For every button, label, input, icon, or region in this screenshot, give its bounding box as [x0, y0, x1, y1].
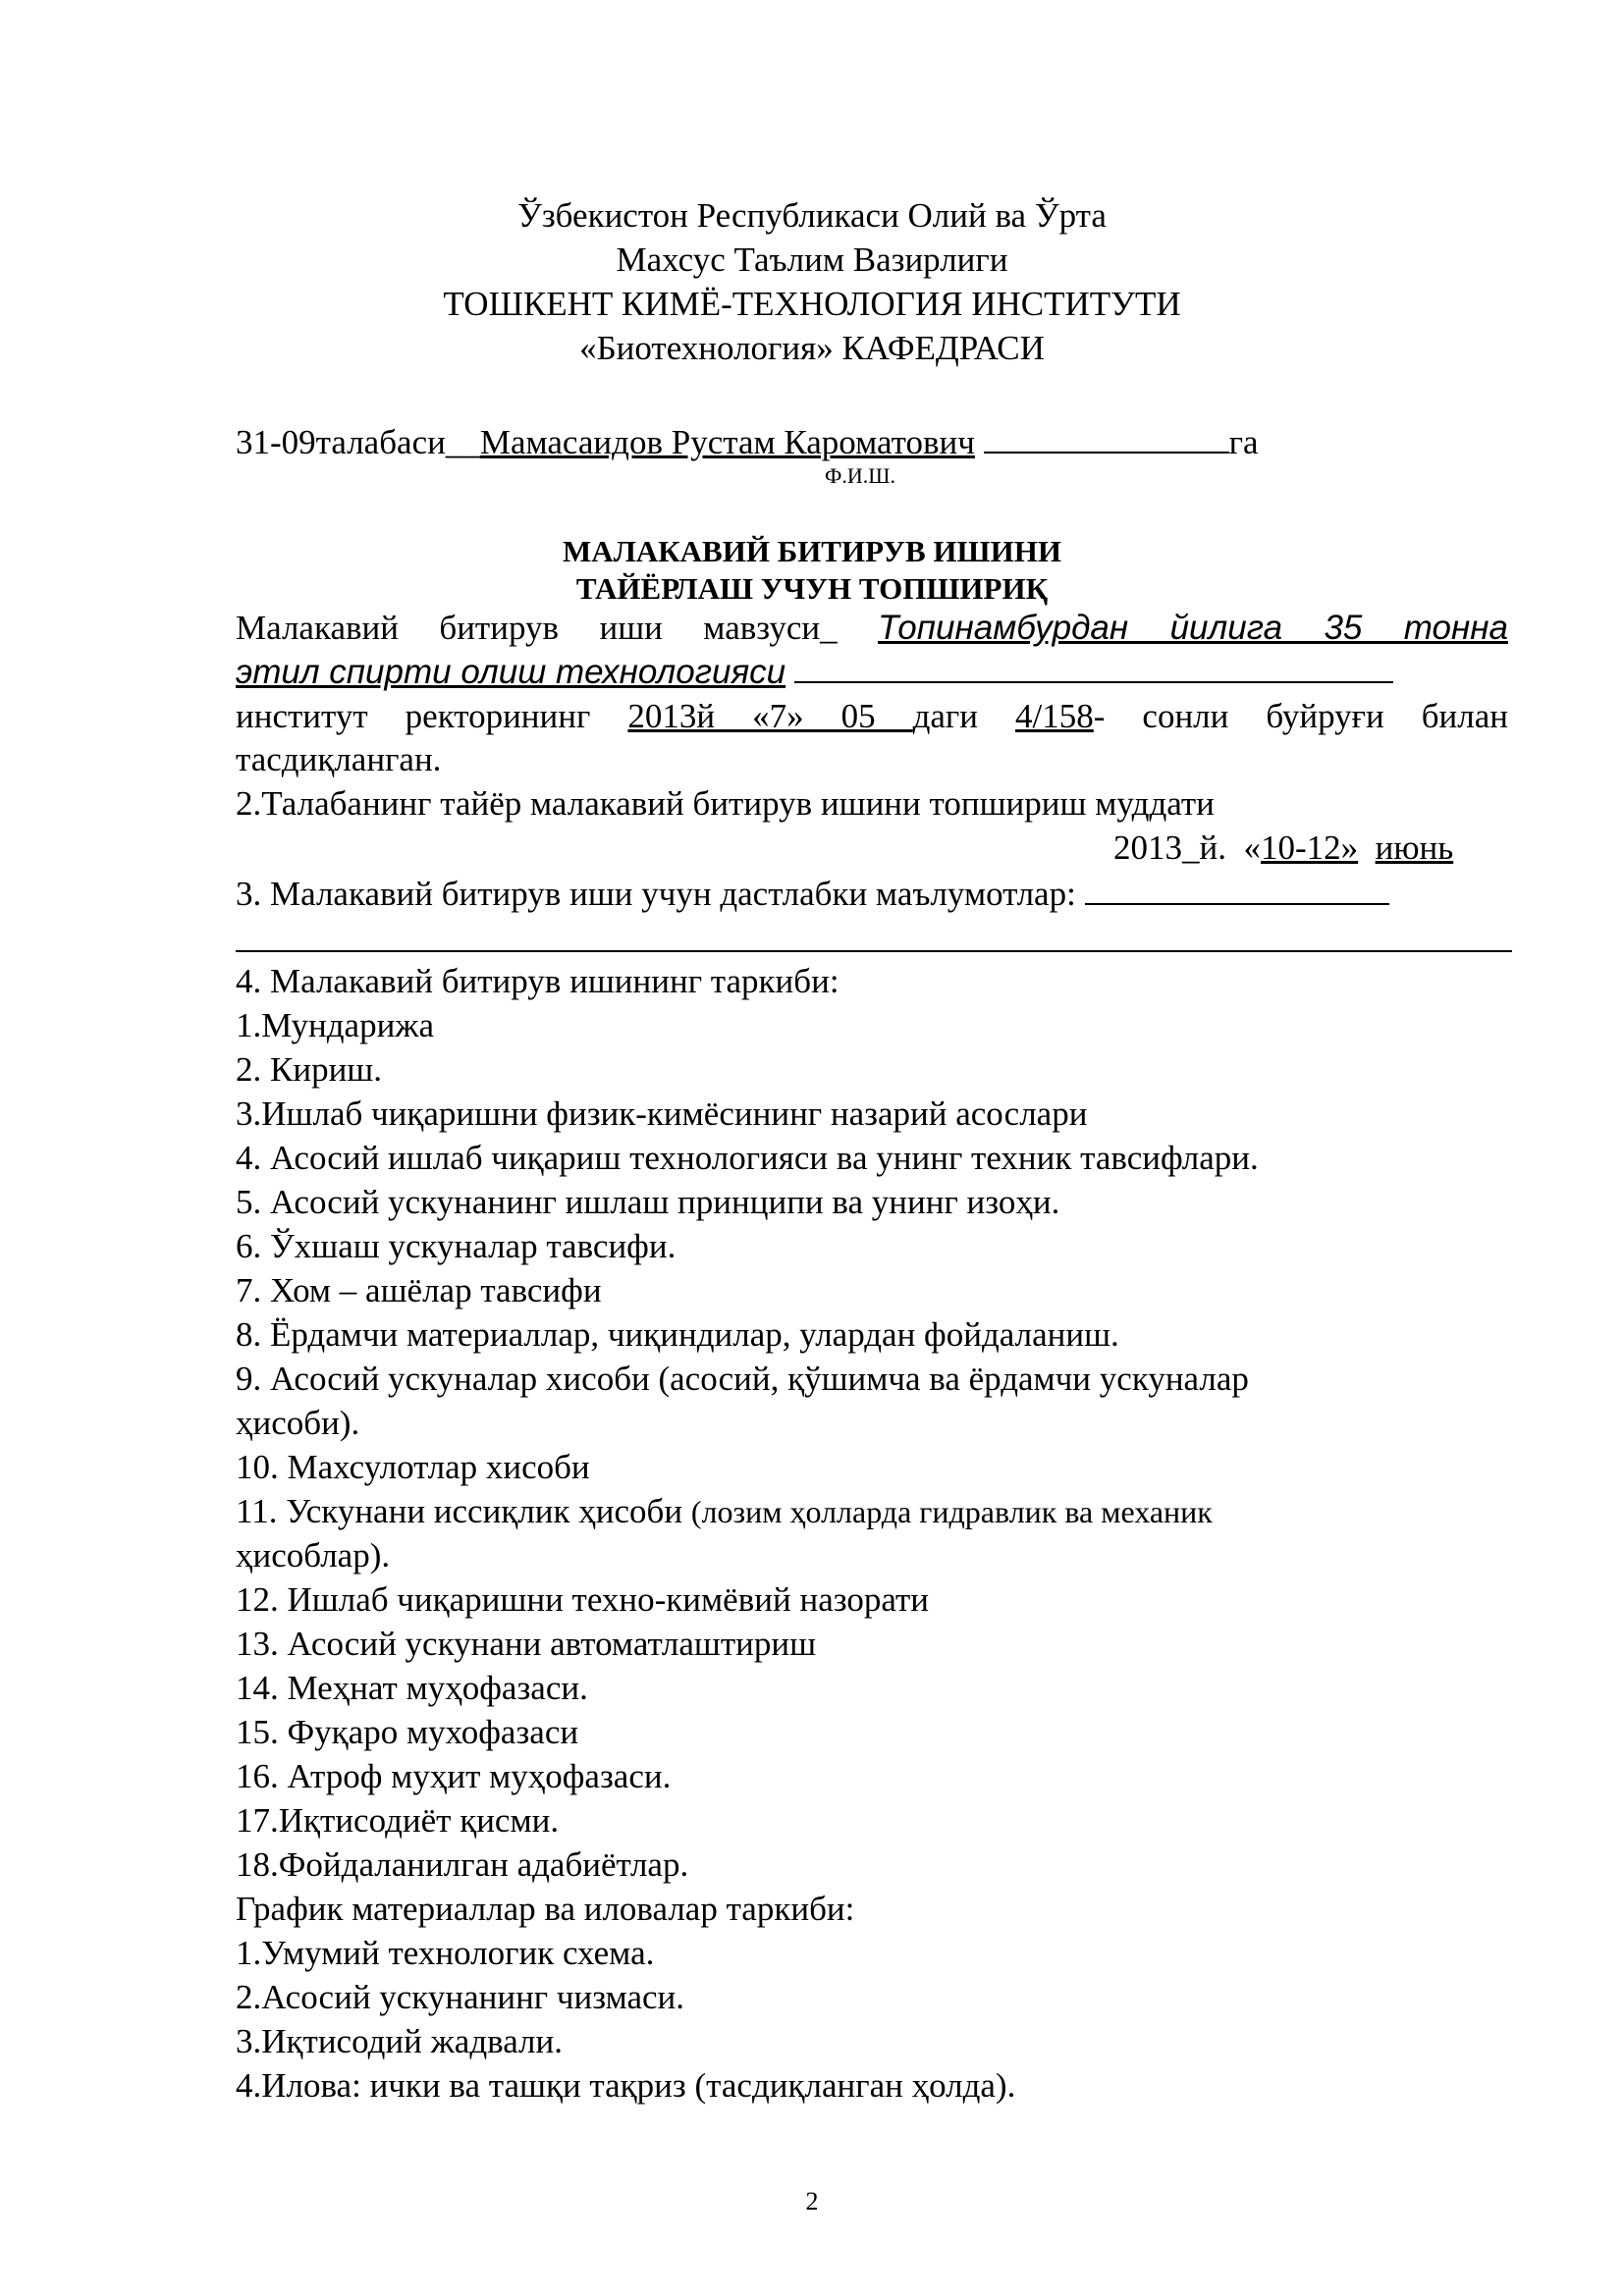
- deadline-year: 2013_й.: [1113, 828, 1226, 867]
- contents-item: 17.Иқтисодиёт қисми.: [236, 1801, 560, 1840]
- contents-item: 9. Асосий ускуналар хисоби (асосий, қўшимча ва ёрдамчи ускуналар: [236, 1360, 1249, 1398]
- contents-item: 5. Асосий ускунанинг ишлаш принципи ва унинг изоҳи.: [236, 1183, 1060, 1221]
- deadline-value: [1113, 827, 1453, 870]
- initial-data-blank: [1085, 872, 1389, 905]
- contents-item: ҳисоблар).: [236, 1536, 391, 1575]
- contents-item: 14. Меҳнат муҳофазаси.: [236, 1669, 588, 1707]
- order-word-decree: буйруғи: [1266, 697, 1384, 735]
- order-approved: тасдиқланган.: [236, 740, 442, 778]
- initial-data-line: [236, 872, 1389, 916]
- contents-item: 18.Фойдаланилган адабиётлар.: [236, 1845, 689, 1884]
- graphics-item: 4.Илова: ички ва ташқи тақриз (тасдиқланган ҳолда).: [236, 2066, 1016, 2105]
- contents-item: 13. Асосий ускунани автоматлаштириш: [236, 1625, 817, 1663]
- contents-item: 4. Асосий ишлаб чиқариш технологияси ва унинг техник тавсифлари.: [236, 1139, 1259, 1177]
- name-caption: Ф.И.Ш.: [825, 463, 895, 488]
- deadline-month: июнь: [1375, 828, 1454, 867]
- header-ministry-line1: Ўзбекистон Республикаси Олий ва Ўрта: [517, 196, 1107, 235]
- contents-label: 4. Малакавий битирув ишининг таркиби:: [236, 962, 839, 1000]
- deadline-label: 2.Талабанинг тайёр малакавий битирув ишини топшириш муддати: [236, 784, 1215, 823]
- order-number: 4/158: [1015, 697, 1094, 735]
- contents-item: 16. Атроф муҳит муҳофазаси.: [236, 1757, 672, 1795]
- order-word-numbered: сонли: [1142, 697, 1229, 735]
- page-number: 2: [805, 2187, 819, 2216]
- topic-line1: [236, 607, 1508, 650]
- contents-item: 7. Хом – ашёлар тавсифи: [236, 1271, 602, 1309]
- graphics-item: 3.Иқтисодий жадвали.: [236, 2022, 563, 2060]
- contents-item: 12. Ишлаб чиқаришни техно-кимёвий назорати: [236, 1580, 929, 1619]
- header-ministry-line2: Махсус Таълим Вазирлиги: [616, 240, 1008, 279]
- topic-part2: этил спирти олиш технологияси: [236, 653, 786, 691]
- topic-blank: [794, 650, 1393, 683]
- order-word-institute: институт: [236, 697, 368, 735]
- assignment-title-line1: МАЛАКАВИЙ БИТИРУВ ИШИНИ: [563, 534, 1061, 568]
- order-word-dated: даги: [912, 697, 979, 735]
- contents-item: ҳисоби).: [236, 1404, 360, 1442]
- initial-data-label: 3. Малакавий битирув иши учун дастлабки маълумотлар:: [236, 875, 1076, 913]
- initial-data-blank-line: [236, 950, 1512, 952]
- contents-item: 6. Ўхшаш ускуналар тавсифи.: [236, 1227, 677, 1265]
- contents-item-part: 11. Ускунани иссиқлик ҳисоби: [236, 1492, 683, 1530]
- topic-label: Малакавий битирув иши мавзуси_: [236, 609, 838, 647]
- contents-item: 10. Махсулотлар хисоби: [236, 1448, 590, 1486]
- header-department: «Биотехнология» КАФЕДРАСИ: [579, 329, 1045, 367]
- order-date: 2013й «7» 05: [627, 697, 913, 735]
- contents-item: [236, 1490, 1213, 1533]
- student-suffix: га: [1228, 423, 1259, 461]
- contents-item-note: (лозим ҳолларда гидравлик ва механик: [690, 1494, 1213, 1529]
- order-dash: -: [1093, 697, 1106, 735]
- graphics-item: 2.Асосий ускунанинг чизмаси.: [236, 1978, 685, 2016]
- contents-item: 15. Фуқаро мухофазаси: [236, 1713, 579, 1751]
- graphics-label: График материаллар ва иловалар таркиби:: [236, 1890, 855, 1928]
- student-prefix: 31-09талабаси__: [236, 423, 480, 461]
- order-word-with: билан: [1421, 697, 1509, 735]
- order-line: [236, 695, 1508, 738]
- order-word-rector: ректорининг: [405, 697, 591, 735]
- deadline-days: 10-12»: [1260, 828, 1359, 867]
- contents-item: 3.Ишлаб чиқаришни физик-кимёсининг назарий асослари: [236, 1095, 1088, 1133]
- assignment-title-line2: ТАЙЁРЛАШ УЧУН ТОПШИРИҚ: [575, 571, 1049, 606]
- topic-part1: Топинамбурдан йилига 35 тонна: [878, 609, 1509, 647]
- graphics-item: 1.Умумий технологик схема.: [236, 1934, 655, 1972]
- student-line: [236, 420, 1259, 464]
- header-institute: ТОШКЕНТ КИМЁ-ТЕХНОЛОГИЯ ИНСТИТУТИ: [443, 285, 1181, 323]
- contents-item: 2. Кириш.: [236, 1050, 383, 1089]
- deadline-quote: «: [1243, 828, 1261, 867]
- topic-line2: [236, 650, 1393, 694]
- student-name: Мамасаидов Рустам Кароматович: [479, 423, 975, 461]
- student-blank: [984, 420, 1229, 454]
- contents-item: 1.Мундарижа: [236, 1006, 435, 1044]
- contents-item: 8. Ёрдамчи материаллар, чиқиндилар, улардан фойдаланиш.: [236, 1315, 1119, 1354]
